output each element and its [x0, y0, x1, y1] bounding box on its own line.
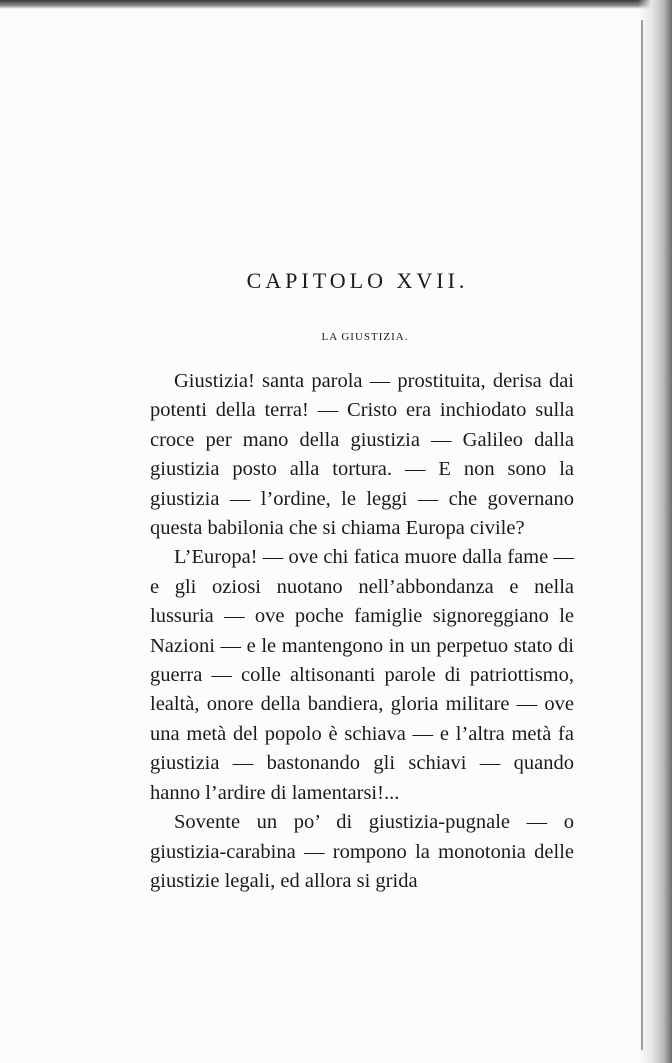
paragraph-3: Sovente un po’ di giustizia-pugnale — o giustizia-carabina — rompono la monotonia delle giustizie legali, ed allora si grida — [150, 811, 574, 892]
page-fold-line — [641, 20, 643, 1050]
chapter-title: CAPITOLO XVII. — [246, 268, 469, 293]
page-top-shadow — [0, 0, 672, 9]
chapter-body — [150, 367, 574, 896]
paragraph-1: Giustizia! santa parola — prostituita, derisa dai potenti della terra! — Cristo era inchiodato sulla croce per mano della giustizia — Galileo dalla giustizia posto alla tortura. — E non sono la giustizia — l’ordine, le leggi — che governano questa babilonia che si chiama Europa civile? — [150, 370, 574, 540]
paragraph-2: L’Europa! — ove chi fatica muore dalla fame — e gli oziosi nuotano nell’abbondanza e nella lussuria — ove poche famiglie signoreggiano le Nazioni — e le mantengono in un perpetuo stato di guerra — colle altisonanti parole di patriottismo, lealtà, onore della bandiera, gloria militare — ove una metà del popolo è schiava — e l’altra metà fa giustizia — bastonando gli schiavi — quando hanno l’ardire di lamentarsi!... — [150, 546, 574, 804]
chapter-subtitle: LA GIUSTIZIA. — [321, 331, 409, 343]
page-right-shadow — [638, 0, 672, 1063]
